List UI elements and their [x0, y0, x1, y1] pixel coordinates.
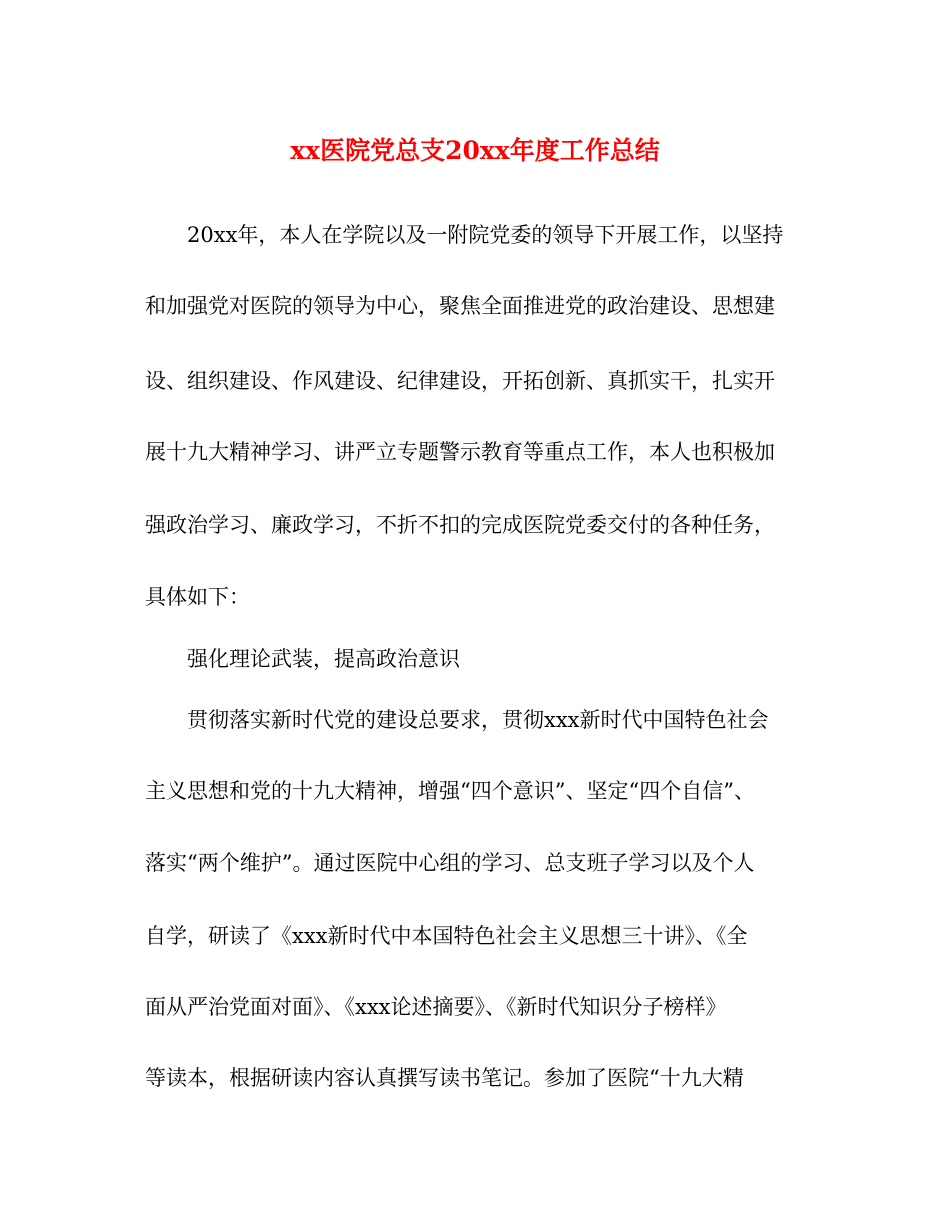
paragraph-line: 具体如下：: [145, 585, 250, 609]
paragraph-line: 落实“两个维护”。通过医院中心组的学习、总支班子学习以及个人: [145, 851, 755, 875]
paragraph-line: 面从严治党面对面》、《xxx论述摘要》、《新时代知识分子榜样》: [145, 995, 727, 1019]
paragraph-line: 强政治学习、廉政学习，不折不扣的完成医院党委交付的各种任务，: [145, 513, 775, 537]
paragraph-line: 自学，研读了《xxx新时代中本国特色社会主义思想三十讲》、《全: [145, 924, 748, 948]
paragraph-line: 20xx年，本人在学院以及一附院党委的领导下开展工作，以坚持: [187, 223, 784, 247]
paragraph-line: 贯彻落实新时代党的建设总要求，贯彻xxx新时代中国特色社会: [187, 708, 769, 732]
paragraph-line: 设、组织建设、作风建设、纪律建设，开拓创新、真抓实干，扎实开: [145, 369, 775, 393]
paragraph-line: 等读本，根据研读内容认真撰写读书笔记。参加了医院“十九大精: [145, 1066, 744, 1090]
section-heading: 强化理论武装，提高政治意识: [187, 647, 460, 671]
paragraph-line: 主义思想和党的十九大精神，增强“四个意识”、坚定“四个自信”、: [145, 779, 755, 803]
paragraph-line: 和加强党对医院的领导为中心，聚焦全面推进党的政治建设、思想建: [145, 294, 775, 318]
paragraph-line: 展十九大精神学习、讲严立专题警示教育等重点工作，本人也积极加: [145, 440, 775, 464]
document-title: xx医院党总支20xx年度工作总结: [290, 136, 660, 165]
